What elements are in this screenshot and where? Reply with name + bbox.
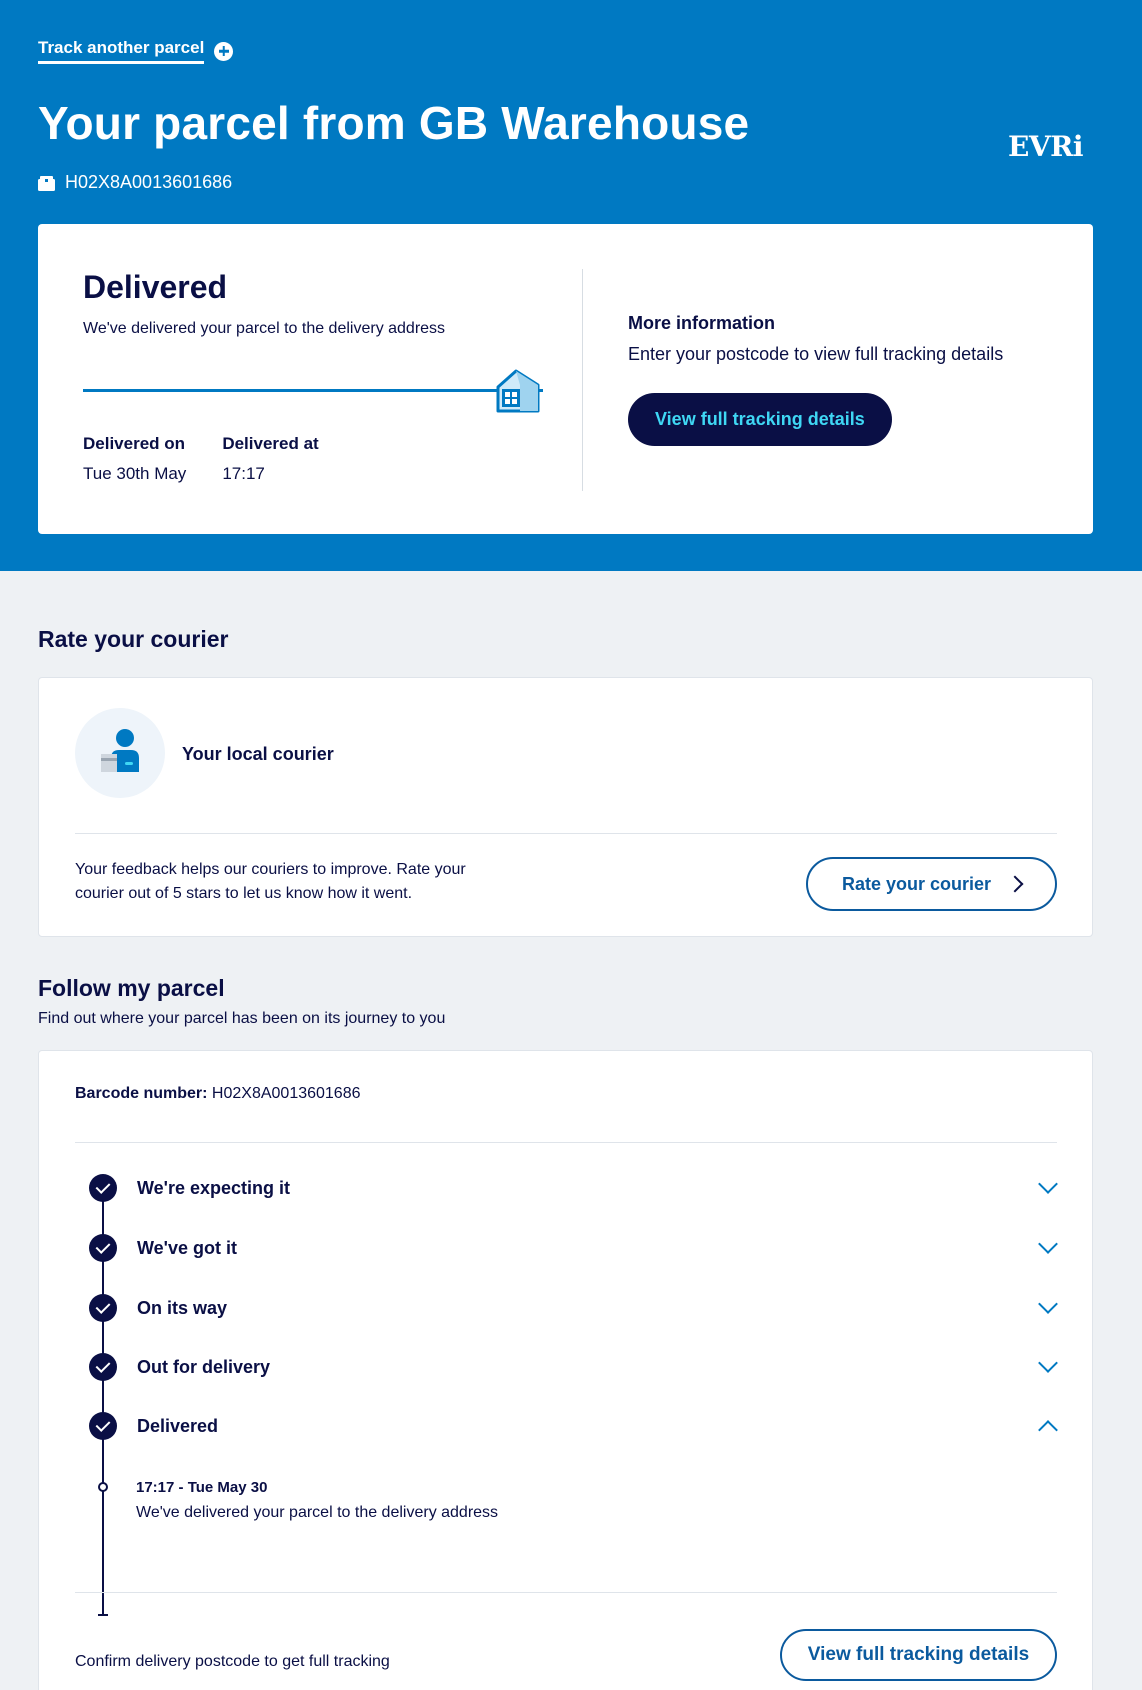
timeline-end — [98, 1614, 108, 1616]
status-title: Delivered — [83, 269, 228, 305]
barcode-divider — [75, 1142, 1057, 1143]
delivered-at — [222, 434, 318, 484]
timeline-step-expecting[interactable] — [89, 1173, 1069, 1203]
chevron-down-icon — [1038, 1353, 1058, 1373]
follow-divider — [75, 1592, 1057, 1593]
more-info-title: More information — [628, 313, 775, 333]
follow-parcel-heading: Follow my parcel — [38, 975, 225, 1001]
event-description: We've delivered your parcel to the delivery address — [136, 1504, 499, 1521]
more-info-text: Enter your postcode to view full tracking details — [628, 344, 1004, 364]
timeline-step-label: We've got it — [137, 1237, 237, 1258]
delivery-details — [83, 434, 319, 484]
event-time: 17:17 - Tue May 30 — [136, 1479, 268, 1496]
card-divider — [582, 269, 583, 491]
parcel-barcode — [38, 172, 232, 193]
delivered-at-label: Delivered at — [222, 434, 319, 453]
house-icon — [494, 367, 542, 415]
track-another-parcel-label: Track another parcel — [38, 38, 204, 64]
check-circle-icon — [89, 1353, 117, 1381]
status-subtitle: We've delivered your parcel to the delivery address — [83, 320, 446, 337]
timeline-step-label: We're expecting it — [137, 1177, 290, 1198]
timeline-step-on-its-way[interactable] — [89, 1293, 1069, 1323]
timeline-event-dot — [98, 1482, 108, 1492]
rate-courier-heading: Rate your courier — [38, 626, 229, 652]
chevron-down-icon — [1038, 1234, 1058, 1254]
delivered-on-value: Tue 30th May — [83, 464, 187, 483]
delivered-on-label: Delivered on — [83, 434, 186, 453]
courier-name: Your local courier — [182, 744, 334, 764]
page-title: Your parcel from GB Warehouse — [38, 97, 750, 149]
rate-courier-button[interactable] — [806, 857, 1057, 911]
chevron-down-icon — [1038, 1294, 1058, 1314]
plus-circle-icon — [214, 42, 233, 61]
track-another-parcel-link[interactable] — [38, 38, 233, 64]
rate-courier-label: Rate your courier — [841, 873, 992, 894]
more-information — [628, 313, 1003, 446]
timeline-step-label: Delivered — [137, 1415, 219, 1436]
delivery-progress-bar — [83, 389, 543, 392]
barcode-number — [75, 1085, 361, 1103]
courier-icon — [75, 708, 165, 798]
check-circle-icon — [89, 1174, 117, 1202]
check-circle-icon — [89, 1234, 117, 1262]
check-circle-icon — [89, 1294, 117, 1322]
evri-logo: EVRi — [1008, 130, 1083, 163]
timeline-step-label: On its way — [137, 1297, 228, 1318]
chevron-down-icon — [1038, 1174, 1058, 1194]
parcel-barcode-value: H02X8A0013601686 — [65, 172, 233, 192]
timeline-step-label: Out for delivery — [137, 1356, 271, 1377]
courier-divider — [75, 833, 1057, 834]
delivered-on — [83, 434, 186, 484]
check-circle-icon — [89, 1412, 117, 1440]
chevron-up-icon — [1038, 1420, 1058, 1440]
view-full-tracking-button[interactable]: View full tracking details — [628, 393, 892, 446]
status-summary — [83, 269, 558, 483]
delivered-at-value: 17:17 — [222, 464, 265, 483]
chevron-right-icon — [1007, 876, 1024, 893]
courier-feedback-text: Your feedback helps our couriers to improve. Rate your courier out of 5 stars to let us know how it went. — [75, 861, 466, 902]
delivery-status-card — [38, 224, 1093, 534]
confirm-postcode-text: Confirm delivery postcode to get full tracking — [75, 1653, 390, 1670]
barcode-number-label: Barcode number: — [75, 1085, 208, 1102]
barcode-number-value: H02X8A0013601686 — [211, 1085, 361, 1102]
follow-parcel-card — [38, 1050, 1093, 1690]
courier-card — [38, 677, 1093, 937]
timeline-step-out-for-delivery[interactable] — [89, 1352, 1069, 1382]
view-full-tracking-button-bottom[interactable]: View full tracking details — [780, 1629, 1057, 1681]
parcel-icon — [38, 175, 55, 190]
timeline-step-delivered[interactable] — [89, 1411, 1069, 1441]
follow-parcel-subtitle: Find out where your parcel has been on its journey to you — [38, 1010, 446, 1027]
courier-avatar — [75, 708, 165, 798]
hero-banner — [0, 0, 1142, 571]
timeline-step-got-it[interactable] — [89, 1233, 1069, 1263]
